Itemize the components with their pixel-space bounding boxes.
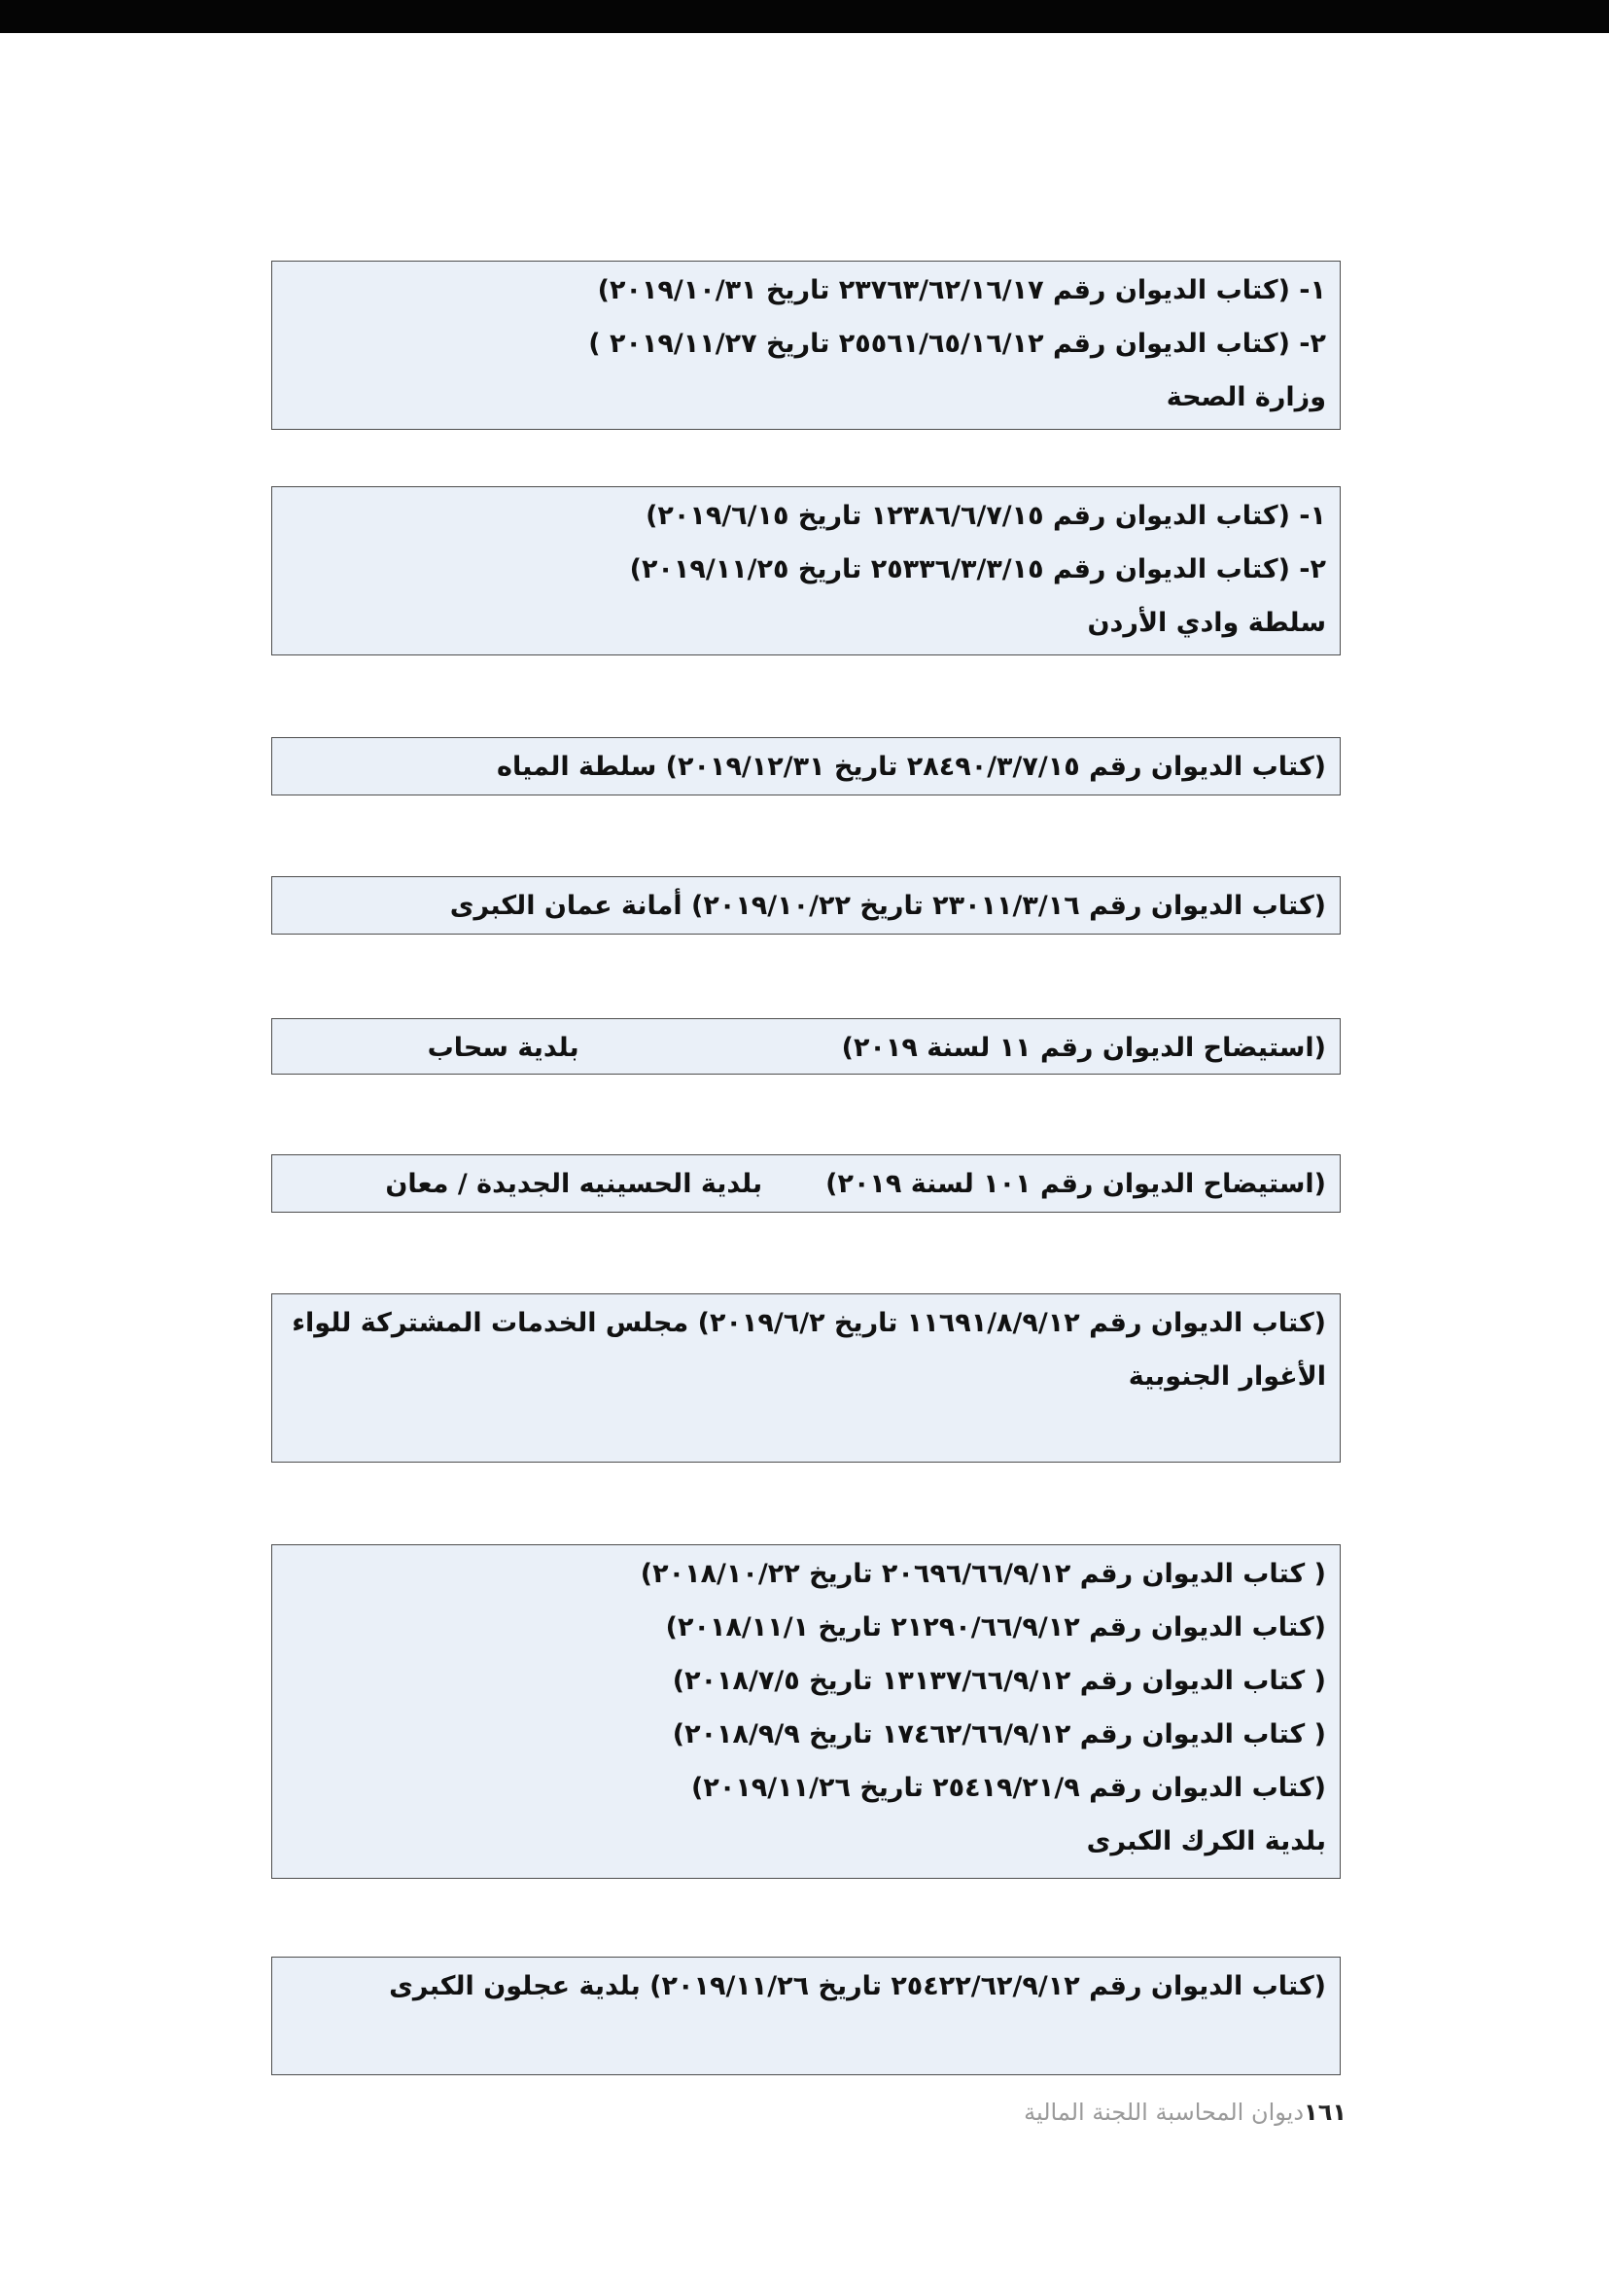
scan-border xyxy=(0,0,1609,33)
entry-box-southern-ghor-council xyxy=(271,1293,1341,1463)
entry-box-jordan-valley-authority xyxy=(271,486,1341,655)
entry-box-greater-amman xyxy=(271,876,1341,935)
entity-name: سلطة وادي الأردن xyxy=(1087,608,1326,638)
entry-line: (كتاب الديوان رقم ٢٥٤١٩/٢١/٩ تاريخ ٢٠١٩/١١/٢٦) xyxy=(691,1773,1326,1803)
entry-box-greater-karak xyxy=(271,1544,1341,1879)
footer-title: ديوان المحاسبة اللجنة المالية xyxy=(1024,2099,1305,2126)
entry-line: (كتاب الديوان رقم ٢٨٤٩٠/٣/٧/١٥ تاريخ ٢٠١٩/١٢/٣١) سلطة المياه xyxy=(497,752,1326,782)
entry-box-water-authority xyxy=(271,737,1341,795)
entity-name: بلدية الكرك الكبرى xyxy=(1086,1826,1326,1856)
inquiry-reference: (استيضاح الديوان رقم ١١ لسنة ٢٠١٩) xyxy=(841,1033,1326,1063)
entry-line: ١- (كتاب الديوان رقم ٢٣٧٦٣/٦٢/١٦/١٧ تاريخ ٢٠١٩/١٠/٣١) xyxy=(597,275,1326,305)
entry-line: ٢- (كتاب الديوان رقم ٢٥٣٣٦/٣/٣/١٥ تاريخ ٢٠١٩/١١/٢٥) xyxy=(629,554,1326,584)
entity-name: وزارة الصحة xyxy=(1166,382,1326,412)
entry-line: ( كتاب الديوان رقم ١٧٤٦٢/٦٦/٩/١٢ تاريخ ٢٠١٨/٩/٩) xyxy=(672,1719,1326,1749)
entry-line: (كتاب الديوان رقم ٢٣٠١١/٣/١٦ تاريخ ٢٠١٩/١٠/٢٢) أمانة عمان الكبرى xyxy=(449,891,1326,921)
entry-box-sahab-municipality xyxy=(271,1018,1341,1075)
entry-box-ministry-of-health xyxy=(271,261,1341,430)
entry-line: ١- (كتاب الديوان رقم ١٢٣٨٦/٦/٧/١٥ تاريخ ٢٠١٩/٦/١٥) xyxy=(646,501,1326,531)
entry-line: ( كتاب الديوان رقم ٢٠٦٩٦/٦٦/٩/١٢ تاريخ ٢٠١٨/١٠/٢٢) xyxy=(640,1559,1326,1589)
entry-box-husseiniya-municipality xyxy=(271,1154,1341,1213)
entry-line: (كتاب الديوان رقم ٢١٢٩٠/٦٦/٩/١٢ تاريخ ٢٠١٨/١١/١) xyxy=(665,1612,1326,1643)
entry-text: (كتاب الديوان رقم ١١٦٩١/٨/٩/١٢ تاريخ ٢٠١٩/٦/٢) مجلس الخدمات المشتركة للواء الأغوار الجنوبية xyxy=(292,1308,1326,1392)
entity-name: بلدية سحاب xyxy=(427,1033,579,1063)
entry-line: ٢- (كتاب الديوان رقم ٢٥٥٦١/٦٥/١٦/١٢ تاريخ ٢٠١٩/١١/٢٧ ) xyxy=(588,329,1326,359)
entry-box-greater-ajloun xyxy=(271,1957,1341,2075)
page-footer xyxy=(1024,2099,1347,2126)
entry-line: ( كتاب الديوان رقم ١٣١٣٧/٦٦/٩/١٢ تاريخ ٢٠١٨/٧/٥) xyxy=(672,1666,1326,1696)
page-number: ١٦١ xyxy=(1304,2099,1347,2126)
entity-name: بلدية الحسينيه الجديدة / معان xyxy=(385,1169,763,1199)
inquiry-reference: (استيضاح الديوان رقم ١٠١ لسنة ٢٠١٩) xyxy=(825,1169,1326,1199)
entry-text: (كتاب الديوان رقم ٢٥٤٢٢/٦٢/٩/١٢ تاريخ ٢٠١٩/١١/٢٦) بلدية عجلون الكبرى xyxy=(389,1971,1326,2001)
